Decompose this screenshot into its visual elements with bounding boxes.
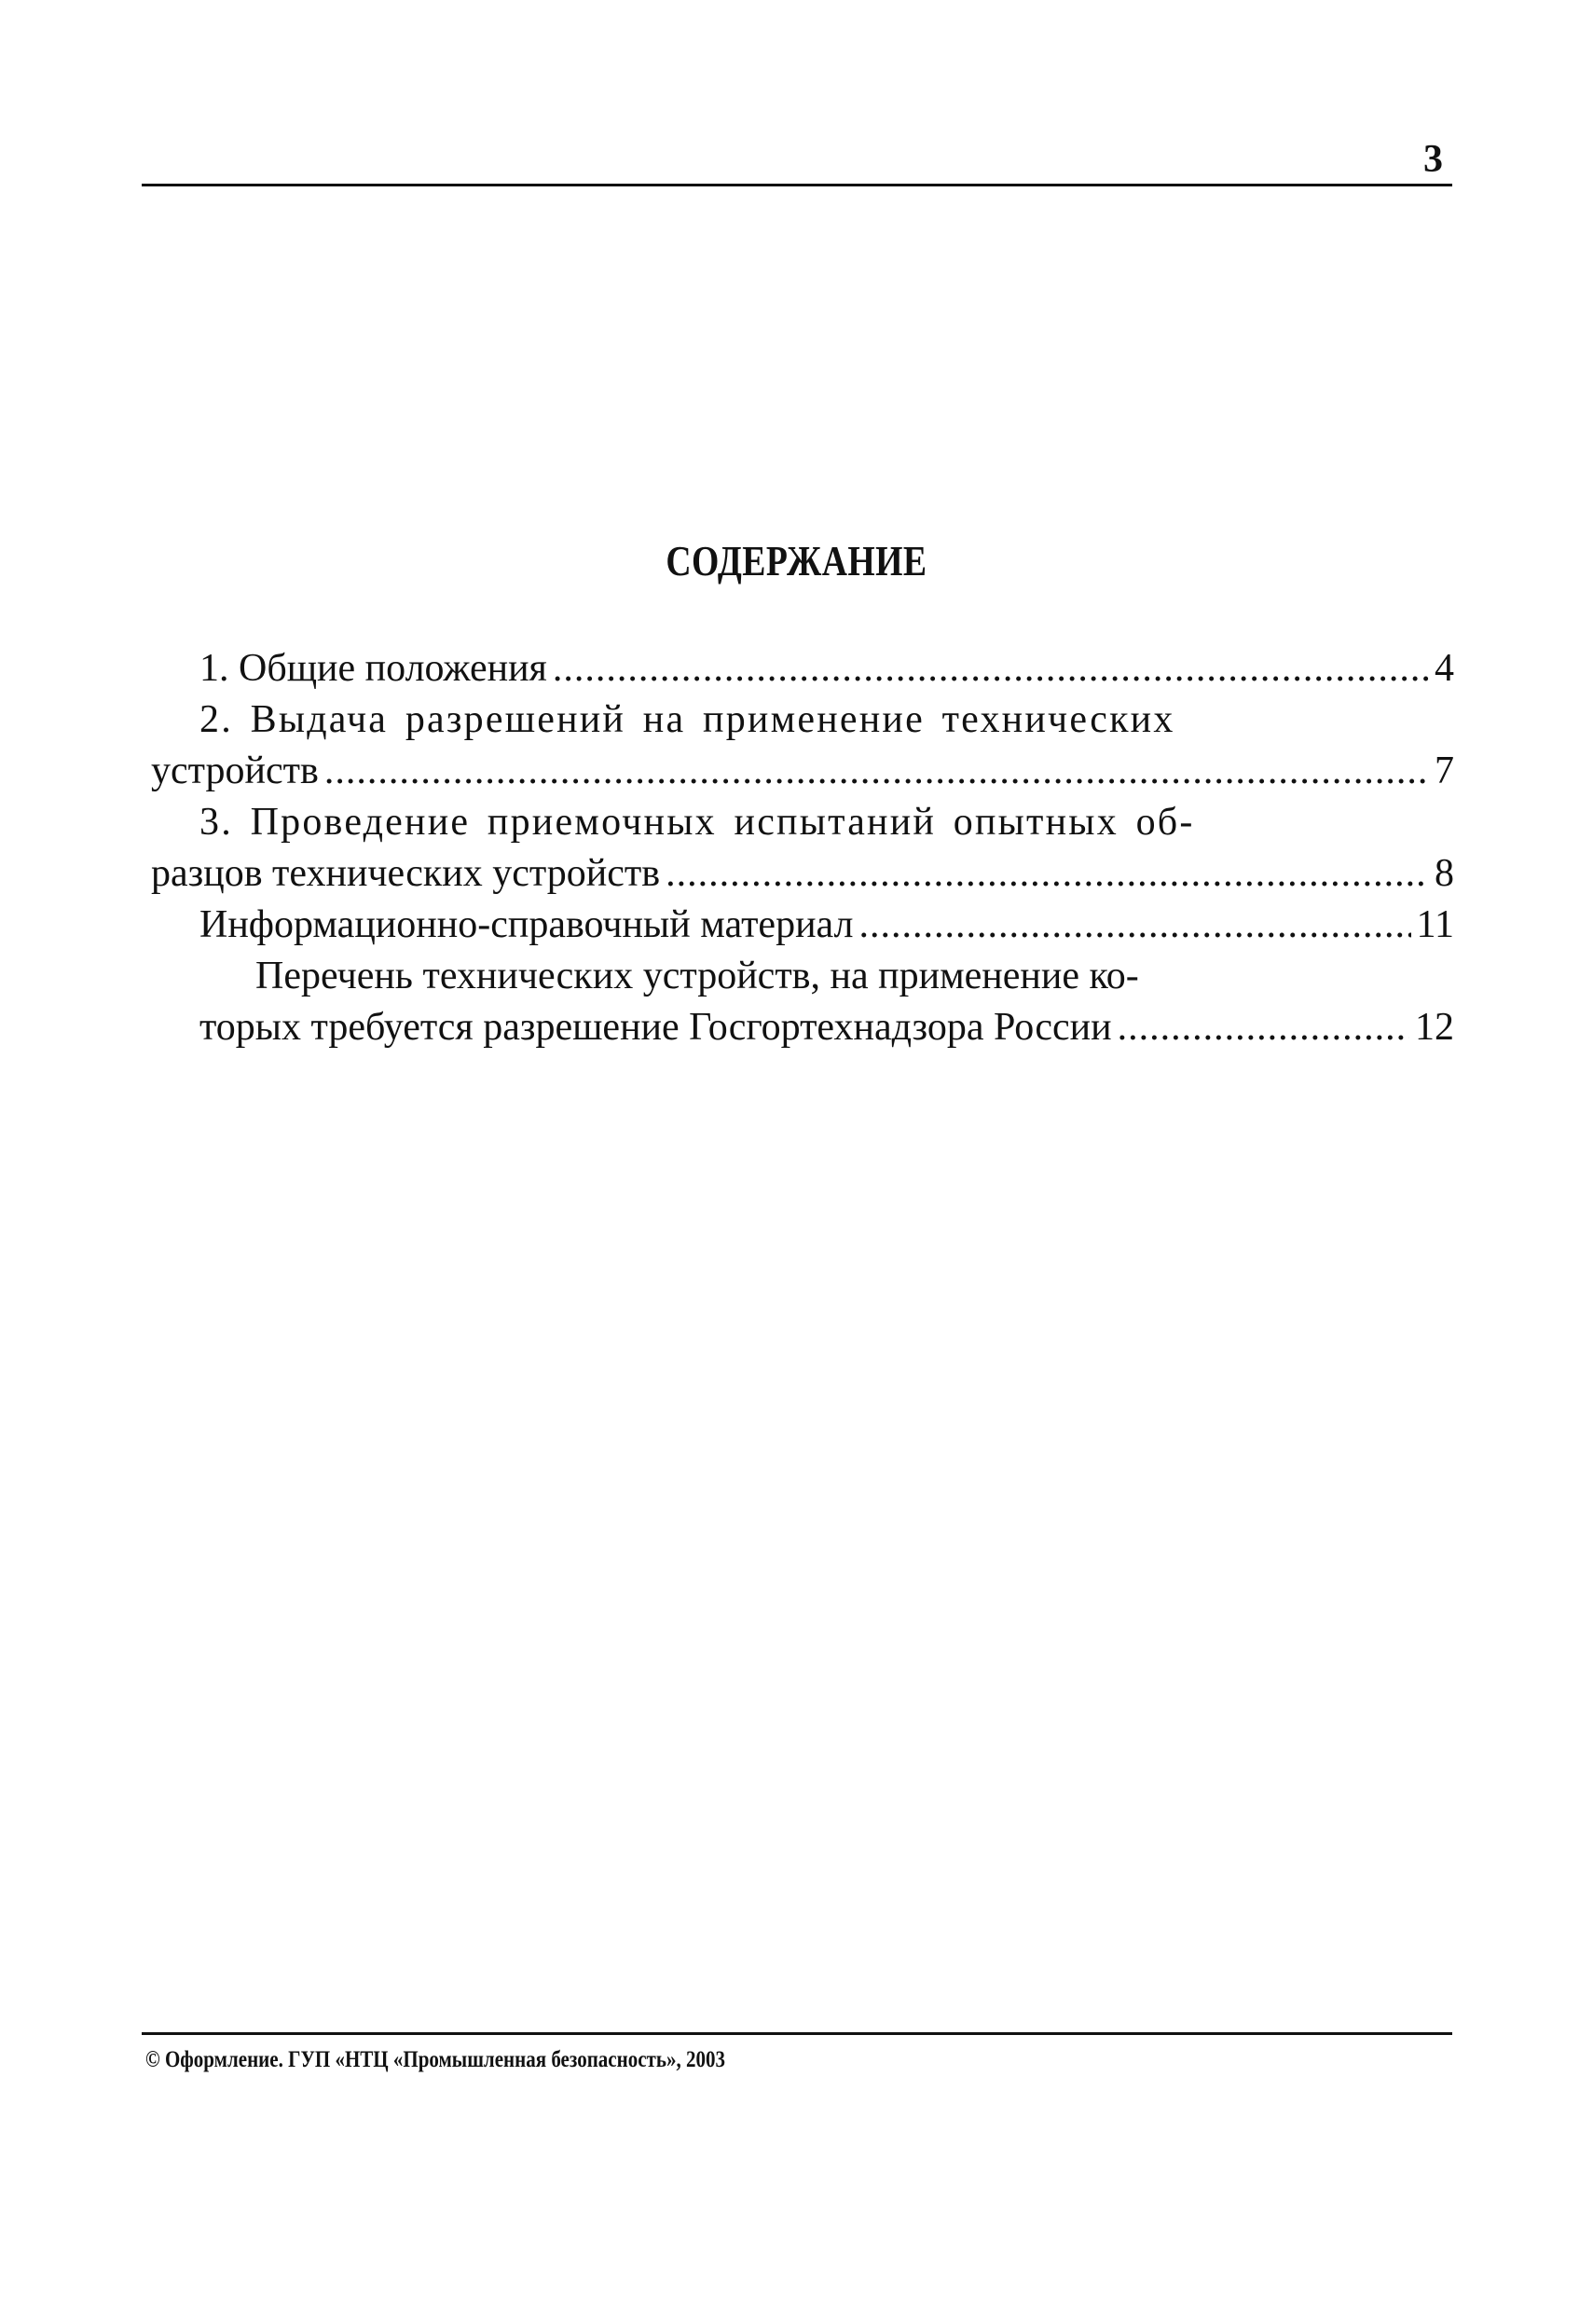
toc-entry-4-text: Информационно-справочный материал — [199, 903, 854, 946]
toc-entry-4-page: 11 — [1416, 903, 1454, 946]
dot-leader — [666, 848, 1429, 900]
toc-entry-4[interactable] — [151, 900, 1454, 951]
toc-entry-5-page: 12 — [1415, 1006, 1454, 1049]
toc-entry-2-text: устройств — [151, 749, 319, 792]
toc-entry-1-page: 4 — [1435, 647, 1454, 690]
toc-entry-3-page: 8 — [1435, 852, 1454, 895]
toc-entry-2[interactable] — [151, 746, 1454, 797]
footer-rule — [142, 2032, 1452, 2035]
header-rule — [142, 184, 1452, 186]
toc-entry-5-line-1[interactable]: Перечень технических устройств, на применение ко- — [255, 955, 1139, 997]
dot-leader — [324, 746, 1429, 797]
page-number: 3 — [1423, 138, 1443, 181]
toc-title: СОДЕРЖАНИЕ — [666, 537, 927, 584]
toc-entry-2-line-1[interactable]: 2. Выдача разрешений на применение технических — [199, 698, 1175, 741]
toc-entry-1[interactable] — [151, 643, 1454, 694]
dot-leader — [553, 643, 1429, 694]
toc-entry-5[interactable] — [151, 1002, 1454, 1053]
toc-entry-1-text: 1. Общие положения — [199, 647, 547, 690]
footer-copyright: © Оформление. ГУП «НТЦ «Промышленная безопасность», 2003 — [145, 2047, 725, 2072]
dot-leader — [859, 900, 1411, 951]
toc-entry-3-line-1[interactable]: 3. Проведение приемочных испытаний опытных об- — [199, 801, 1195, 844]
table-of-contents — [151, 643, 1454, 1053]
toc-entry-3[interactable] — [151, 848, 1454, 900]
toc-entry-3-text: разцов технических устройств — [151, 852, 661, 895]
dot-leader — [1118, 1002, 1409, 1053]
toc-entry-2-page: 7 — [1435, 749, 1454, 792]
toc-entry-5-text: торых требуется разрешение Госгортехнадзора России — [199, 1006, 1112, 1049]
